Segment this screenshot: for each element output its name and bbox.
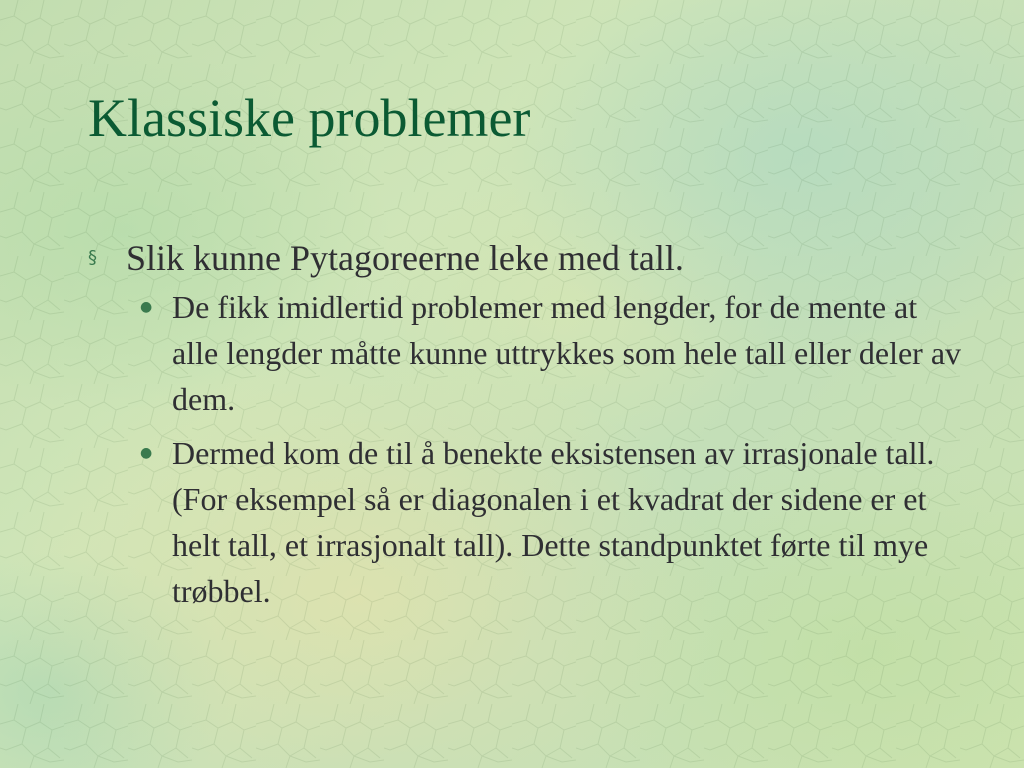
sub-bullet-text: De fikk imidlertid problemer med lengder, for de mente at alle lengder måtte kunne uttrykkes som hele tall eller deler av dem. [172,289,962,417]
bullet-item [88,232,968,284]
dot-bullet-icon: ● [140,445,153,461]
sub-bullet-item [88,430,968,614]
dot-bullet-icon: ● [140,299,153,315]
sub-bullet-item [88,284,968,422]
square-bullet-icon: § [88,247,97,268]
slide-body [88,232,968,622]
sub-bullet-list [88,284,968,614]
slide-title: Klassiske problemer [88,88,531,148]
bullet-text: Slik kunne Pytagoreerne leke med tall. [126,238,684,278]
sub-bullet-text: Dermed kom de til å benekte eksistensen av irrasjonale tall. (For eksempel så er diagonalen i et kvadrat der sidene er et helt tall, et irrasjonalt tall). Dette standpunktet førte til mye trøbbel. [172,435,935,609]
